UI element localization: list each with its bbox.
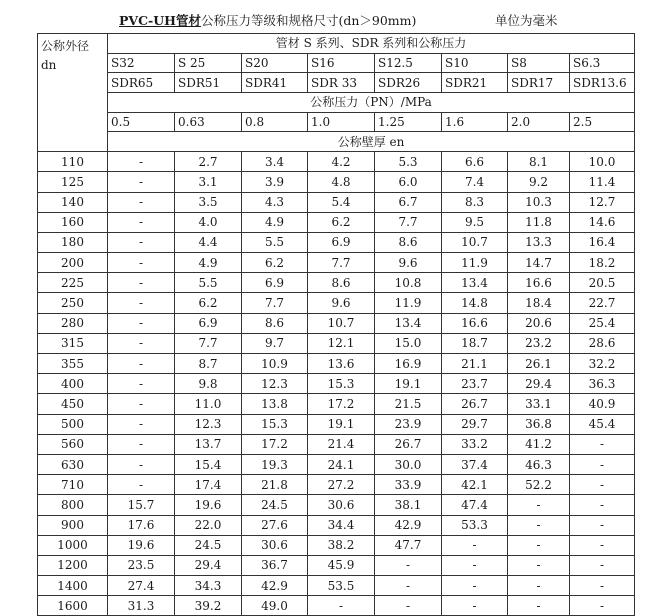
wall-thickness-cell: 15.4 xyxy=(175,454,242,474)
wall-thickness-cell: 38.1 xyxy=(375,495,442,515)
wall-thickness-cell: 6.2 xyxy=(308,212,375,232)
dn-cell: 800 xyxy=(38,495,108,515)
table-row xyxy=(38,434,635,454)
wall-thickness-cell: 20.5 xyxy=(570,273,635,293)
table-row xyxy=(38,212,635,232)
wall-thickness-cell: 13.4 xyxy=(375,313,442,333)
wall-thickness-cell: - xyxy=(375,596,442,616)
wall-thickness-cell: - xyxy=(108,313,175,333)
wall-thickness-cell: 7.7 xyxy=(308,253,375,273)
dn-cell: 225 xyxy=(38,273,108,293)
wall-thickness-cell: 6.9 xyxy=(175,313,242,333)
wall-thickness-cell: - xyxy=(108,434,175,454)
table-row xyxy=(38,313,635,333)
wall-thickness-cell: 12.3 xyxy=(242,374,308,394)
wall-thickness-cell: - xyxy=(108,374,175,394)
wall-thickness-cell: 5.5 xyxy=(242,232,308,252)
wall-thickness-cell: 5.5 xyxy=(175,273,242,293)
wall-thickness-cell: 23.2 xyxy=(508,333,570,353)
wall-thickness-cell: - xyxy=(108,192,175,212)
wall-thickness-cell: 9.8 xyxy=(175,374,242,394)
table-row xyxy=(38,596,635,616)
wall-thickness-cell: 17.2 xyxy=(308,394,375,414)
sdr-series-cell-4: SDR26 xyxy=(375,73,442,93)
wall-thickness-cell: - xyxy=(108,232,175,252)
table-row xyxy=(38,152,635,172)
s-series-row xyxy=(38,53,635,73)
wall-thickness-cell: 19.6 xyxy=(108,535,175,555)
wall-thickness-cell: 31.3 xyxy=(108,596,175,616)
dn-cell: 250 xyxy=(38,293,108,313)
wall-thickness-cell: 14.8 xyxy=(442,293,508,313)
wall-thickness-cell: 53.5 xyxy=(308,576,375,596)
wall-thickness-cell: 10.0 xyxy=(570,152,635,172)
wall-thickness-cell: - xyxy=(108,253,175,273)
wall-thickness-cell: 23.5 xyxy=(108,555,175,575)
title-text: 公称压力等级和规格尺寸(dn＞90mm) xyxy=(200,13,417,28)
wall-thickness-cell: - xyxy=(442,576,508,596)
wall-thickness-cell: 19.6 xyxy=(175,495,242,515)
wall-thickness-cell: 6.2 xyxy=(175,293,242,313)
s-series-cell-4: S12.5 xyxy=(375,53,442,73)
table-row xyxy=(38,253,635,273)
wall-thickness-cell: 21.5 xyxy=(375,394,442,414)
dn-cell: 355 xyxy=(38,354,108,374)
wall-thickness-cell: 33.2 xyxy=(442,434,508,454)
wall-thickness-cell: 24.5 xyxy=(175,535,242,555)
wall-thickness-cell: - xyxy=(308,596,375,616)
wall-thickness-cell: - xyxy=(375,576,442,596)
wall-thickness-cell: 29.4 xyxy=(175,555,242,575)
wall-thickness-cell: 21.4 xyxy=(308,434,375,454)
wall-thickness-cell: - xyxy=(570,596,635,616)
wall-thickness-cell: 4.9 xyxy=(175,253,242,273)
wall-thickness-cell: 21.8 xyxy=(242,475,308,495)
wall-thickness-cell: 4.8 xyxy=(308,172,375,192)
table-row xyxy=(38,232,635,252)
wall-thickness-cell: 39.2 xyxy=(175,596,242,616)
wall-thickness-cell: 12.1 xyxy=(308,333,375,353)
wall-thickness-cell: 6.2 xyxy=(242,253,308,273)
wall-thickness-cell: 26.7 xyxy=(375,434,442,454)
pipe-spec-table xyxy=(37,33,635,616)
wall-thickness-cell: 34.3 xyxy=(175,576,242,596)
wall-thickness-cell: 33.1 xyxy=(508,394,570,414)
sdr-series-cell-0: SDR65 xyxy=(108,73,175,93)
wall-thickness-cell: 13.8 xyxy=(242,394,308,414)
document-title xyxy=(119,10,416,32)
sdr-series-cell-1: SDR51 xyxy=(175,73,242,93)
s-series-cell-7: S6.3 xyxy=(570,53,635,73)
wall-thickness-cell: - xyxy=(108,354,175,374)
unit-note: 单位为毫米 xyxy=(495,13,558,28)
table-row xyxy=(38,475,635,495)
pn-title: 公称压力（PN）/MPa xyxy=(108,93,635,113)
wall-thickness-cell: 6.0 xyxy=(375,172,442,192)
wall-thickness-cell: 27.2 xyxy=(308,475,375,495)
wall-thickness-cell: 36.8 xyxy=(508,414,570,434)
wall-thickness-cell: 32.2 xyxy=(570,354,635,374)
wall-thickness-cell: 36.7 xyxy=(242,555,308,575)
s-series-cell-1: S 25 xyxy=(175,53,242,73)
dn-cell: 400 xyxy=(38,374,108,394)
sdr-series-row xyxy=(38,73,635,93)
wall-thickness-cell: 8.6 xyxy=(308,273,375,293)
dn-cell: 1600 xyxy=(38,596,108,616)
wall-thickness-cell: 8.3 xyxy=(442,192,508,212)
wall-thickness-cell: 16.6 xyxy=(508,273,570,293)
wall-thickness-cell: - xyxy=(570,454,635,474)
wall-thickness-cell: 9.6 xyxy=(375,253,442,273)
dn-cell: 140 xyxy=(38,192,108,212)
dn-cell: 710 xyxy=(38,475,108,495)
pn-value-cell-0: 0.5 xyxy=(108,112,175,132)
wall-thickness-cell: 30.0 xyxy=(375,454,442,474)
document-title-row xyxy=(0,10,650,32)
wall-thickness-cell: 22.7 xyxy=(570,293,635,313)
wall-thickness-cell: 18.4 xyxy=(508,293,570,313)
wall-title: 公称壁厚 en xyxy=(108,132,635,152)
pn-value-cell-5: 1.6 xyxy=(442,112,508,132)
wall-thickness-cell: 28.6 xyxy=(570,333,635,353)
wall-thickness-cell: - xyxy=(108,414,175,434)
pn-value-cell-7: 2.5 xyxy=(570,112,635,132)
dn-cell: 1000 xyxy=(38,535,108,555)
dn-cell: 900 xyxy=(38,515,108,535)
pn-value-cell-1: 0.63 xyxy=(175,112,242,132)
wall-thickness-cell: - xyxy=(508,555,570,575)
table-row xyxy=(38,354,635,374)
wall-thickness-cell: - xyxy=(375,555,442,575)
wall-thickness-cell: 11.8 xyxy=(508,212,570,232)
wall-thickness-cell: 2.7 xyxy=(175,152,242,172)
wall-thickness-cell: 9.5 xyxy=(442,212,508,232)
wall-thickness-cell: 25.4 xyxy=(570,313,635,333)
wall-thickness-cell: 40.9 xyxy=(570,394,635,414)
wall-thickness-cell: 13.4 xyxy=(442,273,508,293)
wall-thickness-cell: 12.3 xyxy=(175,414,242,434)
wall-thickness-cell: 11.9 xyxy=(375,293,442,313)
wall-thickness-cell: - xyxy=(570,576,635,596)
s-series-cell-3: S16 xyxy=(308,53,375,73)
wall-thickness-cell: - xyxy=(108,152,175,172)
wall-thickness-cell: 26.7 xyxy=(442,394,508,414)
wall-thickness-cell: - xyxy=(442,535,508,555)
wall-thickness-cell: - xyxy=(570,535,635,555)
table-row xyxy=(38,273,635,293)
wall-thickness-cell: 10.8 xyxy=(375,273,442,293)
wall-thickness-cell: 19.1 xyxy=(308,414,375,434)
wall-thickness-cell: - xyxy=(108,212,175,232)
wall-thickness-cell: 29.7 xyxy=(442,414,508,434)
dn-cell: 630 xyxy=(38,454,108,474)
wall-thickness-cell: 11.9 xyxy=(442,253,508,273)
wall-thickness-cell: 4.0 xyxy=(175,212,242,232)
wall-thickness-cell: 3.5 xyxy=(175,192,242,212)
wall-thickness-cell: - xyxy=(570,495,635,515)
wall-thickness-cell: 6.9 xyxy=(308,232,375,252)
wall-thickness-cell: 4.3 xyxy=(242,192,308,212)
wall-thickness-cell: 41.2 xyxy=(508,434,570,454)
wall-thickness-cell: 12.7 xyxy=(570,192,635,212)
wall-thickness-cell: 23.9 xyxy=(375,414,442,434)
wall-thickness-cell: 30.6 xyxy=(242,535,308,555)
wall-thickness-cell: 15.3 xyxy=(308,374,375,394)
wall-thickness-cell: 10.3 xyxy=(508,192,570,212)
wall-thickness-cell: 4.2 xyxy=(308,152,375,172)
wall-thickness-cell: - xyxy=(508,596,570,616)
table-row xyxy=(38,333,635,353)
wall-thickness-cell: - xyxy=(108,454,175,474)
wall-thickness-cell: 27.6 xyxy=(242,515,308,535)
wall-thickness-cell: - xyxy=(508,576,570,596)
table-row xyxy=(38,576,635,596)
sdr-series-cell-2: SDR41 xyxy=(242,73,308,93)
wall-thickness-cell: 36.3 xyxy=(570,374,635,394)
table-row xyxy=(38,495,635,515)
sdr-series-cell-5: SDR21 xyxy=(442,73,508,93)
wall-thickness-cell: 10.7 xyxy=(308,313,375,333)
dn-label-line2: dn xyxy=(41,58,57,72)
wall-thickness-cell: - xyxy=(570,515,635,535)
wall-thickness-cell: 7.7 xyxy=(375,212,442,232)
wall-thickness-cell: 20.6 xyxy=(508,313,570,333)
wall-thickness-cell: 47.7 xyxy=(375,535,442,555)
wall-thickness-cell: - xyxy=(570,555,635,575)
wall-thickness-cell: 27.4 xyxy=(108,576,175,596)
wall-thickness-cell: 16.4 xyxy=(570,232,635,252)
table-row xyxy=(38,454,635,474)
wall-thickness-cell: 17.4 xyxy=(175,475,242,495)
table-row xyxy=(38,374,635,394)
wall-thickness-cell: 19.3 xyxy=(242,454,308,474)
wall-thickness-cell: 24.1 xyxy=(308,454,375,474)
wall-thickness-cell: 13.7 xyxy=(175,434,242,454)
wall-thickness-cell: 6.6 xyxy=(442,152,508,172)
wall-thickness-cell: 8.6 xyxy=(375,232,442,252)
wall-thickness-cell: 4.9 xyxy=(242,212,308,232)
wall-thickness-cell: 22.0 xyxy=(175,515,242,535)
dn-cell: 180 xyxy=(38,232,108,252)
pn-value-cell-6: 2.0 xyxy=(508,112,570,132)
wall-thickness-cell: 42.1 xyxy=(442,475,508,495)
wall-thickness-cell: 21.1 xyxy=(442,354,508,374)
wall-thickness-cell: - xyxy=(108,293,175,313)
sdr-series-cell-7: SDR13.6 xyxy=(570,73,635,93)
s-series-cell-5: S10 xyxy=(442,53,508,73)
dn-cell: 450 xyxy=(38,394,108,414)
wall-thickness-cell: 7.4 xyxy=(442,172,508,192)
sdr-series-cell-6: SDR17 xyxy=(508,73,570,93)
wall-thickness-cell: 18.2 xyxy=(570,253,635,273)
table-row xyxy=(38,515,635,535)
wall-thickness-cell: 13.6 xyxy=(308,354,375,374)
dn-cell: 125 xyxy=(38,172,108,192)
sdr-series-cell-3: SDR 33 xyxy=(308,73,375,93)
wall-thickness-cell: 3.4 xyxy=(242,152,308,172)
wall-thickness-cell: 38.2 xyxy=(308,535,375,555)
pn-values-row xyxy=(38,112,635,132)
wall-thickness-cell: 3.1 xyxy=(175,172,242,192)
wall-thickness-cell: 9.6 xyxy=(308,293,375,313)
dn-cell: 280 xyxy=(38,313,108,333)
wall-thickness-cell: 45.9 xyxy=(308,555,375,575)
dn-cell: 200 xyxy=(38,253,108,273)
pn-value-cell-2: 0.8 xyxy=(242,112,308,132)
wall-thickness-cell: 10.9 xyxy=(242,354,308,374)
wall-thickness-cell: 8.7 xyxy=(175,354,242,374)
series-title: 管材 S 系列、SDR 系列和公称压力 xyxy=(108,34,635,54)
wall-thickness-cell: 15.7 xyxy=(108,495,175,515)
dn-label-line1: 公称外径 xyxy=(41,39,90,53)
wall-thickness-cell: 45.4 xyxy=(570,414,635,434)
wall-thickness-cell: 7.7 xyxy=(175,333,242,353)
wall-thickness-cell: - xyxy=(508,515,570,535)
wall-thickness-cell: 9.2 xyxy=(508,172,570,192)
wall-thickness-cell: 26.1 xyxy=(508,354,570,374)
wall-thickness-cell: 8.1 xyxy=(508,152,570,172)
wall-thickness-cell: 8.6 xyxy=(242,313,308,333)
wall-thickness-cell: 14.7 xyxy=(508,253,570,273)
table-row xyxy=(38,414,635,434)
wall-thickness-cell: 7.7 xyxy=(242,293,308,313)
wall-thickness-cell: - xyxy=(508,495,570,515)
wall-thickness-cell: 4.4 xyxy=(175,232,242,252)
wall-thickness-cell: - xyxy=(108,273,175,293)
wall-thickness-cell: 11.4 xyxy=(570,172,635,192)
wall-thickness-cell: 52.2 xyxy=(508,475,570,495)
wall-thickness-cell: 17.6 xyxy=(108,515,175,535)
wall-thickness-cell: - xyxy=(442,555,508,575)
wall-thickness-cell: 3.9 xyxy=(242,172,308,192)
wall-thickness-cell: 23.7 xyxy=(442,374,508,394)
title-brand: PVC-UH管材 xyxy=(119,13,201,28)
wall-thickness-cell: 42.9 xyxy=(242,576,308,596)
dn-header-cell xyxy=(38,34,108,152)
dn-cell: 1200 xyxy=(38,555,108,575)
wall-thickness-cell: 10.7 xyxy=(442,232,508,252)
wall-thickness-cell: 47.4 xyxy=(442,495,508,515)
wall-thickness-cell: 16.9 xyxy=(375,354,442,374)
wall-thickness-cell: 30.6 xyxy=(308,495,375,515)
wall-thickness-cell: 11.0 xyxy=(175,394,242,414)
wall-thickness-cell: 15.0 xyxy=(375,333,442,353)
wall-thickness-cell: 6.7 xyxy=(375,192,442,212)
pn-value-cell-3: 1.0 xyxy=(308,112,375,132)
wall-thickness-cell: - xyxy=(570,434,635,454)
table-row xyxy=(38,535,635,555)
wall-thickness-cell: 42.9 xyxy=(375,515,442,535)
wall-thickness-cell: - xyxy=(108,172,175,192)
wall-thickness-cell: - xyxy=(570,475,635,495)
s-series-cell-6: S8 xyxy=(508,53,570,73)
dn-cell: 110 xyxy=(38,152,108,172)
s-series-cell-2: S20 xyxy=(242,53,308,73)
wall-thickness-cell: 17.2 xyxy=(242,434,308,454)
pn-value-cell-4: 1.25 xyxy=(375,112,442,132)
wall-thickness-cell: 18.7 xyxy=(442,333,508,353)
wall-thickness-cell: - xyxy=(108,475,175,495)
wall-thickness-cell: 46.3 xyxy=(508,454,570,474)
dn-cell: 315 xyxy=(38,333,108,353)
wall-thickness-cell: 9.7 xyxy=(242,333,308,353)
wall-thickness-cell: 37.4 xyxy=(442,454,508,474)
wall-thickness-cell: 13.3 xyxy=(508,232,570,252)
table-row xyxy=(38,172,635,192)
wall-thickness-cell: - xyxy=(442,596,508,616)
wall-thickness-cell: 49.0 xyxy=(242,596,308,616)
wall-thickness-cell: - xyxy=(108,394,175,414)
wall-thickness-cell: 19.1 xyxy=(375,374,442,394)
wall-thickness-cell: 14.6 xyxy=(570,212,635,232)
dn-cell: 160 xyxy=(38,212,108,232)
dn-cell: 1400 xyxy=(38,576,108,596)
wall-thickness-cell: 5.4 xyxy=(308,192,375,212)
dn-cell: 500 xyxy=(38,414,108,434)
wall-thickness-cell: 53.3 xyxy=(442,515,508,535)
s-series-cell-0: S32 xyxy=(108,53,175,73)
table-row xyxy=(38,293,635,313)
wall-thickness-cell: 6.9 xyxy=(242,273,308,293)
table-row xyxy=(38,192,635,212)
table-row xyxy=(38,555,635,575)
wall-thickness-cell: 16.6 xyxy=(442,313,508,333)
wall-thickness-cell: - xyxy=(108,333,175,353)
wall-thickness-cell: - xyxy=(508,535,570,555)
wall-thickness-cell: 34.4 xyxy=(308,515,375,535)
wall-thickness-cell: 15.3 xyxy=(242,414,308,434)
wall-thickness-cell: 33.9 xyxy=(375,475,442,495)
table-row xyxy=(38,394,635,414)
wall-thickness-cell: 24.5 xyxy=(242,495,308,515)
dn-cell: 560 xyxy=(38,434,108,454)
wall-thickness-cell: 5.3 xyxy=(375,152,442,172)
wall-thickness-cell: 29.4 xyxy=(508,374,570,394)
